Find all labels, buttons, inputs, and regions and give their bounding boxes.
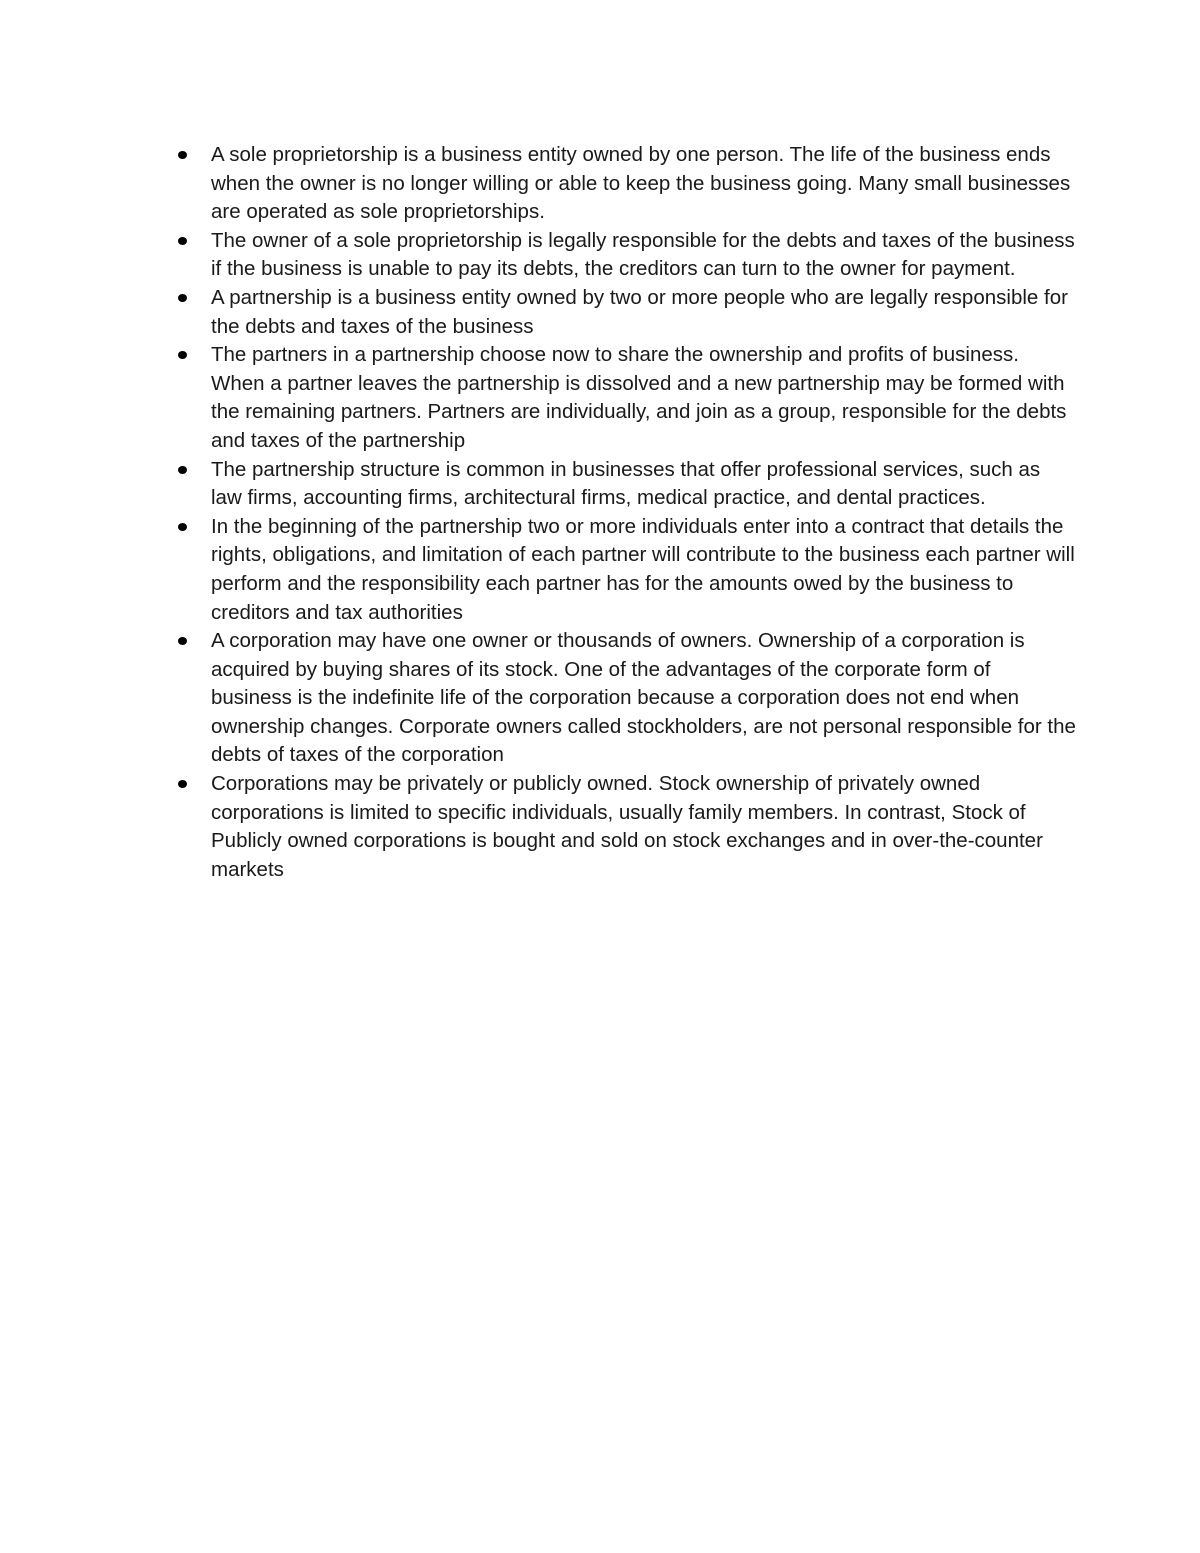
list-item-text: A corporation may have one owner or thousands of owners. Ownership of a corporation is acquired by buying shares of its stock. One of the advantages of the corporate form of business is the indefinite life of the corporation because a corporation does not end when ownership changes. Corporate owners called stockholders, are not personal responsible for the debts of taxes of the corporation bbox=[211, 629, 1076, 767]
bullet-icon bbox=[178, 294, 187, 302]
bullet-icon bbox=[178, 466, 187, 474]
list-item bbox=[176, 627, 1076, 770]
bullet-list bbox=[176, 141, 1076, 884]
bullet-icon bbox=[178, 780, 187, 788]
list-item bbox=[176, 770, 1076, 884]
list-item-text: The partnership structure is common in businesses that offer professional services, such as law firms, accounting firms, architectural firms, medical practice, and dental practices. bbox=[211, 457, 1041, 510]
list-item-text: The owner of a sole proprietorship is legally responsible for the debts and taxes of the business if the business is unable to pay its debts, the creditors can turn to the owner for payment. bbox=[211, 228, 1075, 281]
list-item-text: In the beginning of the partnership two or more individuals enter into a contract that details the rights, obligations, and limitation of each partner will contribute to the business each partner will perform and the responsibility each partner has for the amounts owed by the business to creditors and tax authorities bbox=[211, 514, 1075, 624]
list-item bbox=[176, 284, 1076, 341]
bullet-icon bbox=[178, 637, 187, 645]
list-item bbox=[176, 227, 1076, 284]
list-item-text: Corporations may be privately or publicly owned. Stock ownership of privately owned corporations is limited to specific individuals, usually family members. In contrast, Stock of Publicly owned corporations is bought and sold on stock exchanges and in over-the-counter markets bbox=[211, 772, 1043, 881]
bullet-icon bbox=[178, 523, 187, 531]
list-item bbox=[176, 341, 1076, 455]
bullet-icon bbox=[178, 237, 187, 245]
list-item bbox=[176, 456, 1076, 513]
bullet-icon bbox=[178, 351, 187, 359]
list-item-text: A partnership is a business entity owned by two or more people who are legally responsible for the debts and taxes of the business bbox=[211, 285, 1068, 338]
list-item-text: A sole proprietorship is a business entity owned by one person. The life of the business ends when the owner is no longer willing or able to keep the business going. Many small businesses are operated as sole proprietorships. bbox=[211, 143, 1071, 224]
list-item-text: The partners in a partnership choose now to share the ownership and profits of business. When a partner leaves the partnership is dissolved and a new partnership may be formed with the remaining partners. Partners are individually, and join as a group, responsible for the debts and taxes of the partnership bbox=[211, 343, 1067, 452]
list-item bbox=[176, 141, 1076, 227]
bullet-icon bbox=[178, 151, 187, 159]
list-item bbox=[176, 513, 1076, 627]
